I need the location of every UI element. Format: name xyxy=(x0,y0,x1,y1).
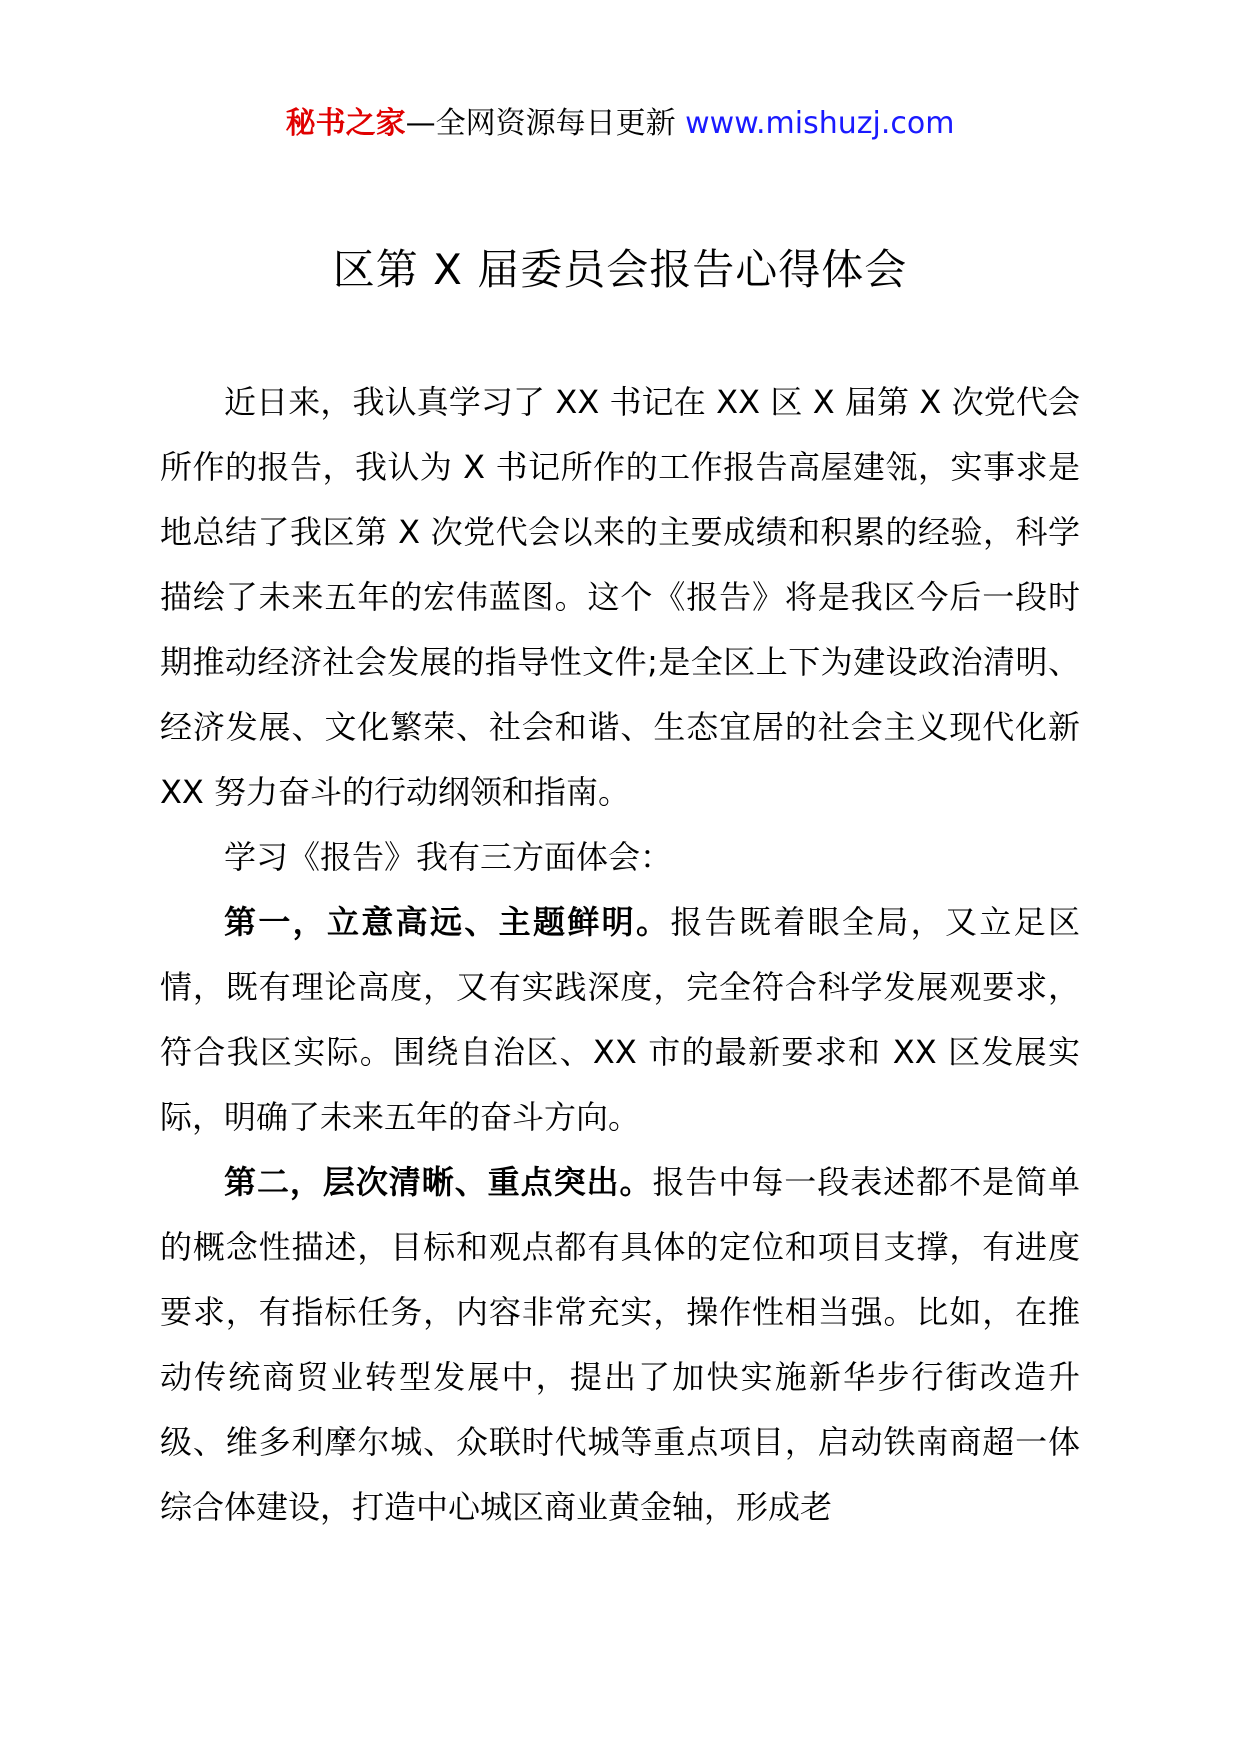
paragraph-point-two xyxy=(160,1150,1080,1540)
page-header xyxy=(0,102,1240,146)
header-tagline: —全网资源每日更新 xyxy=(405,106,676,141)
paragraph-text: 报告中每一段表述都不是简单的概念性描述，目标和观点都有具体的定位和项目支撑，有进度要求，有指标任务，内容非常充实，操作性相当强。比如，在推动传统商贸业转型发展中，提出了加快实施新华步行街改造升级、维多利摩尔城、众联时代城等重点项目，启动铁南商超一体综合体建设，打造中心城区商业黄金轴，形成老 xyxy=(160,1163,1080,1526)
paragraph-lead-heading: 第二，层次清晰、重点突出。 xyxy=(224,1163,653,1201)
paragraph-lead-heading: 第一，立意高远、主题鲜明。 xyxy=(224,903,671,941)
header-site-link[interactable]: www.mishuzj.com xyxy=(685,106,955,141)
paragraph-summary-lead xyxy=(160,825,1080,890)
document-body xyxy=(160,370,1080,1540)
document-title: 区第 X 届委员会报告心得体会 xyxy=(332,245,908,294)
paragraph-text: 学习《报告》我有三方面体会： xyxy=(224,838,673,876)
paragraph-text: 报告既着眼全局，又立足区情，既有理论高度，又有实践深度，完全符合科学发展观要求，符合我区实际。围绕自治区、XX 市的最新要求和 XX 区发展实际，明确了未来五年的奋斗方向。 xyxy=(160,903,1080,1136)
paragraph-intro xyxy=(160,370,1080,825)
paragraph-text: 近日来，我认真学习了 XX 书记在 XX 区 X 届第 X 次党代会所作的报告，我认为 X 书记所作的工作报告高屋建瓴，实事求是地总结了我区第 X 次党代会以来的主要成绩和积累的经验，科学描绘了未来五年的宏伟蓝图。这个《报告》将是我区今后一段时期推动经济社会发展的指导性文件;是全区上下为建设政治清明、经济发展、文化繁荣、社会和谐、生态宜居的社会主义现代化新 XX 努力奋斗的行动纲领和指南。 xyxy=(160,383,1080,811)
paragraph-point-one xyxy=(160,890,1080,1150)
header-brand: 秘书之家 xyxy=(285,106,406,141)
